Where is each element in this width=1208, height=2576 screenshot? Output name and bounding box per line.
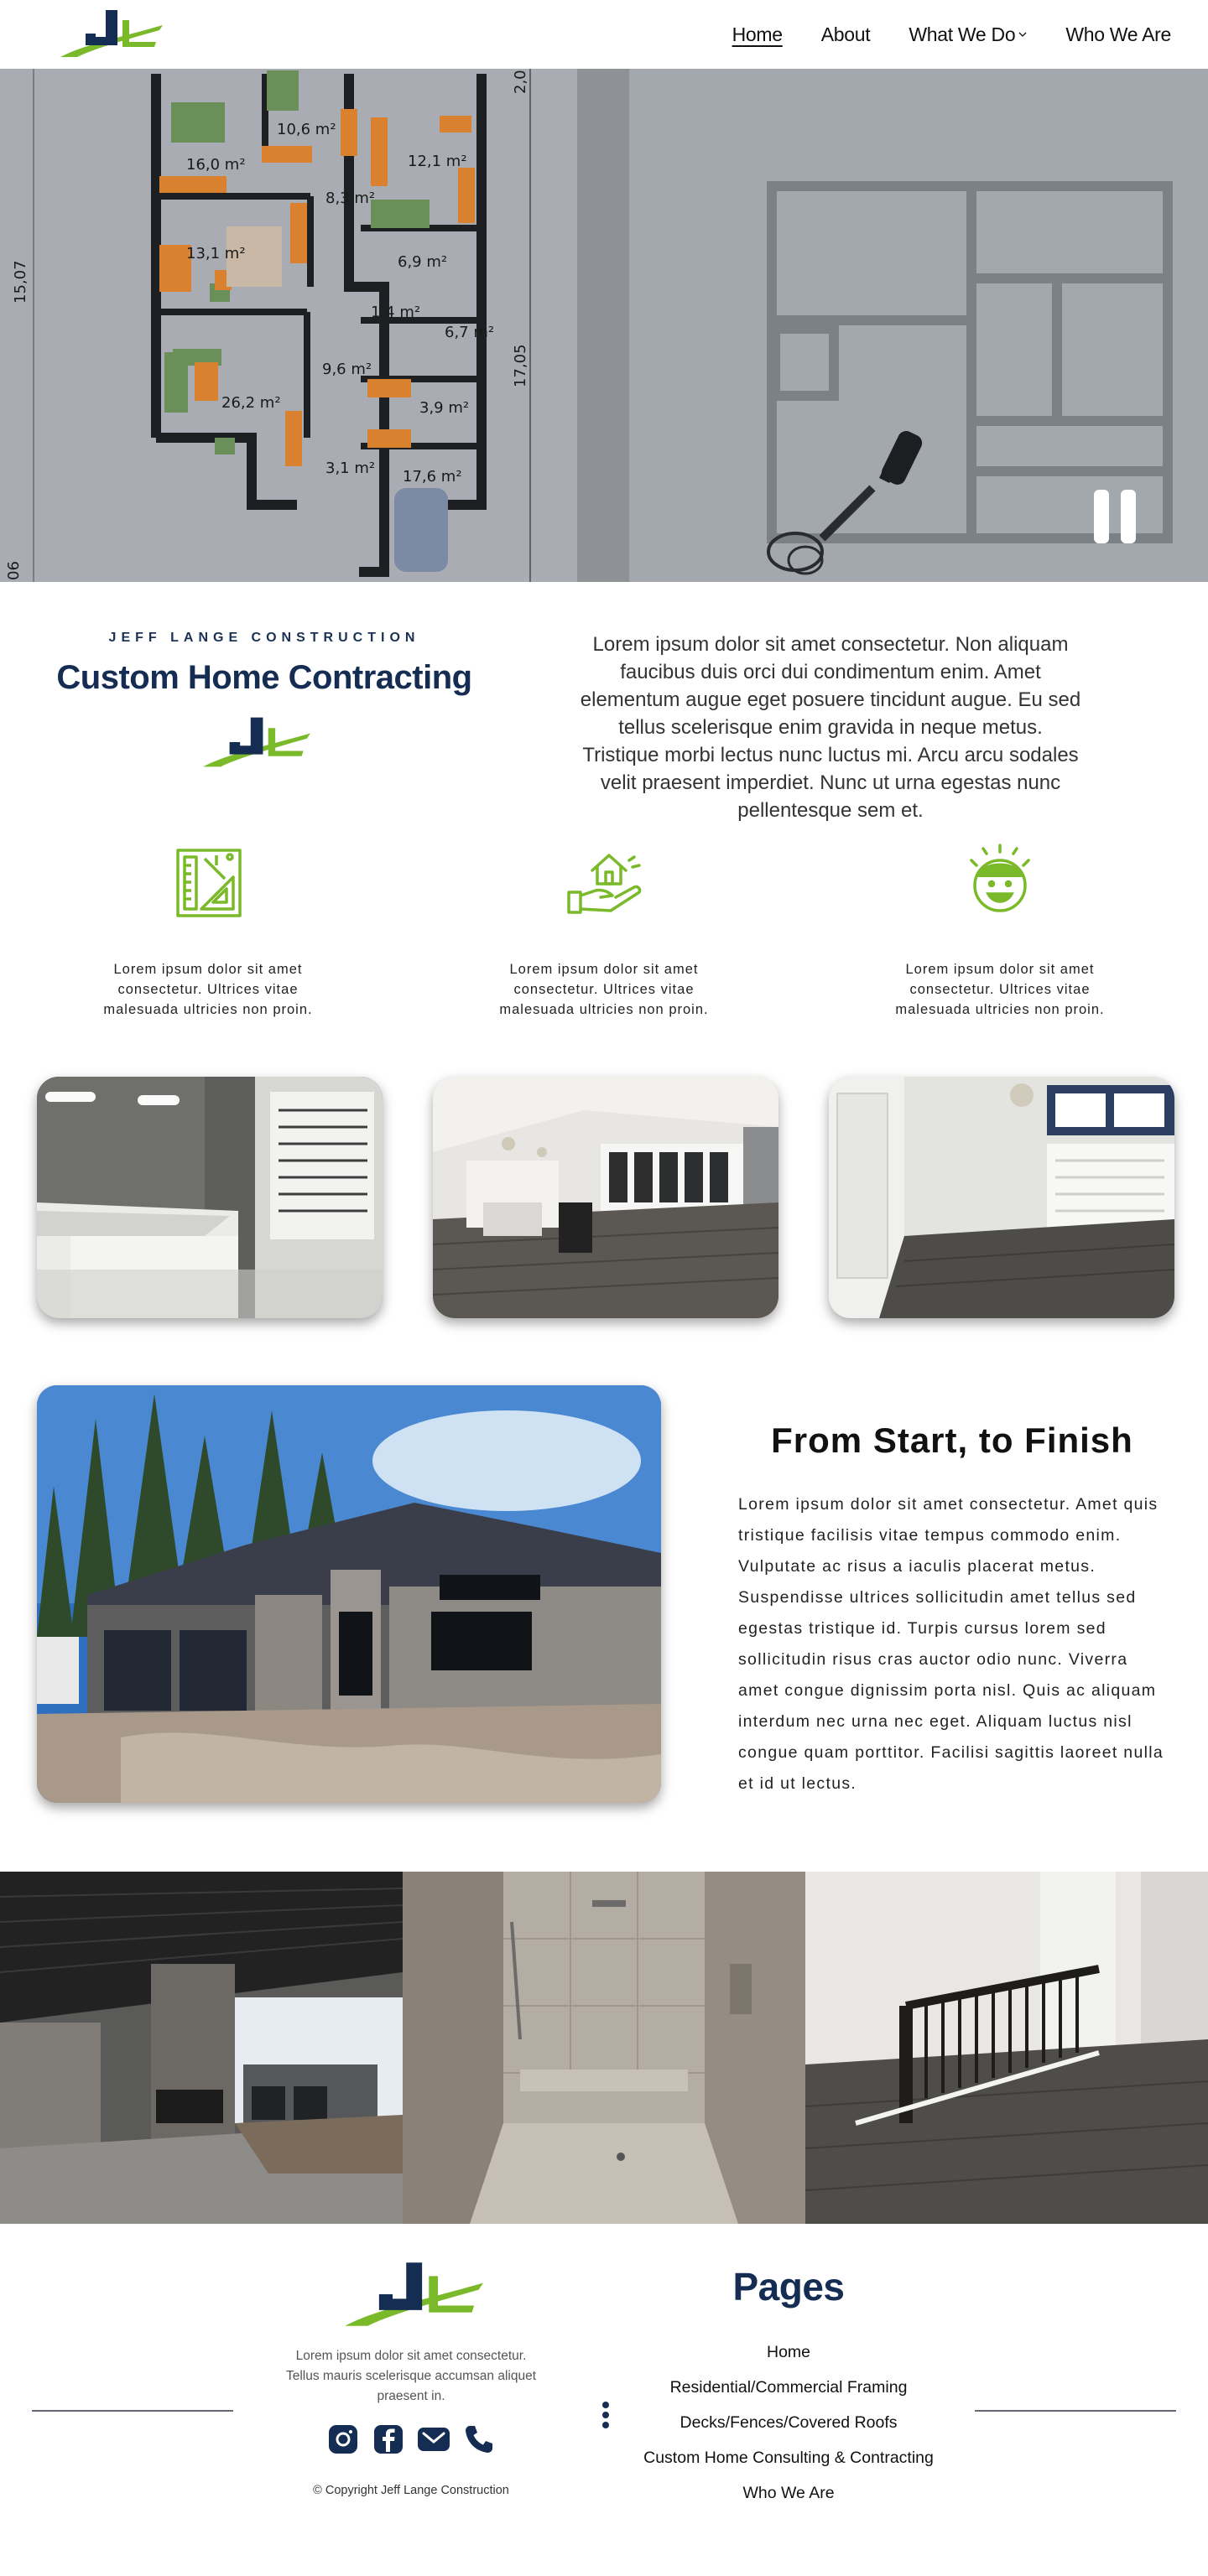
- phone-icon[interactable]: [463, 2423, 495, 2455]
- company-logo[interactable]: [341, 2259, 483, 2329]
- plan-label: 12,1 m²: [408, 153, 467, 170]
- social-links: [327, 2423, 495, 2457]
- footer-link-home[interactable]: Home: [766, 2343, 811, 2361]
- footer-description: Lorem ipsum dolor sit amet consectetur. Tellus mauris scelerisque accumsan aliquet praesent in.: [285, 2349, 537, 2403]
- footer-link-decks[interactable]: Decks/Fences/Covered Roofs: [680, 2413, 898, 2432]
- happy-face-icon: [958, 840, 1042, 924]
- intro-paragraph: Lorem ipsum dolor sit amet consectetur. Non aliquam faucibus duis orci dui condimentum enim. Amet elementum augue eget posuere tincidunt augue. Eu sed tellus scelerisque enim gravida in neque metus. Tristique morbi lectus nunc luctus mi. Arcu arcu sodales velit praesent imperdiet. Nunc ut urna egestas nunc pellentesque sem et.: [580, 633, 1081, 822]
- plan-label: 2,0: [512, 70, 529, 94]
- feature-text: Lorem ipsum dolor sit amet consectetur. Ultrices vitae malesuada ultricies non proin.: [499, 962, 709, 1017]
- footer-divider-left: [32, 2410, 233, 2412]
- feature-card-design: [82, 840, 334, 1020]
- top-nav: [0, 0, 1208, 69]
- kitchen-photo: [433, 1077, 778, 1318]
- plan-label: 17,6 m²: [403, 468, 462, 486]
- footer-pages-heading: Pages: [732, 2265, 845, 2309]
- plan-label: 15,07: [12, 260, 29, 304]
- plan-label: 13,1 m²: [186, 245, 246, 262]
- feature-card-homes: [478, 840, 730, 1020]
- staircase-photo: [805, 1872, 1208, 2224]
- photo-walk-in-shower: [403, 1872, 805, 2224]
- blueprint-tools-icon: [166, 840, 250, 924]
- plan-label: 06: [5, 561, 23, 580]
- footer-pages-menu: [621, 2334, 956, 2511]
- chevron-down-icon: [1018, 30, 1027, 39]
- photo-staircase: [805, 1872, 1208, 2224]
- bathroom-photo: [37, 1077, 383, 1318]
- plan-label: 3,1 m²: [325, 460, 376, 477]
- pause-button[interactable]: [1089, 490, 1141, 545]
- nav-who-we-are[interactable]: Who We Are: [1065, 23, 1171, 45]
- plan-label: 6,9 m²: [398, 253, 448, 271]
- gallery-photo-bathroom[interactable]: [37, 1077, 383, 1318]
- email-icon[interactable]: [418, 2423, 450, 2455]
- plan-label: 16,0 m²: [186, 156, 246, 174]
- house-in-hand-icon: [562, 840, 646, 924]
- house-photo: [37, 1385, 661, 1803]
- feature-text: Lorem ipsum dolor sit amet consectetur. Ultrices vitae malesuada ultricies non proin.: [103, 962, 313, 1017]
- shower-photo: [403, 1872, 805, 2224]
- section-paragraph: Lorem ipsum dolor sit amet consectetur. Amet quis tristique facilisis vitae tempus commodo enim. Vulputate ac risus a iaculis placerat metus. Suspendisse ultrices sollicitudin amet tellus sed egestas tristique id. Turpis cursus lorem sed sollicitudin risus cras auctor odio nunc. Viverra amet congue dignissim porta nisl. Quis ac aliquam interdum nec urna nec eget. Aliquam luctus nisl congue quam porttitor. Facilisi sagittis laoreet nulla et id ut lectus.: [738, 1495, 1164, 1793]
- pause-icon: [1094, 490, 1109, 543]
- plan-label: 6,7 m²: [445, 324, 495, 341]
- company-tagline: JEFF LANGE CONSTRUCTION: [108, 631, 420, 645]
- hero-slideshow: [0, 69, 1208, 582]
- main-menu: [732, 0, 1171, 69]
- company-logo: [200, 714, 310, 770]
- nav-about[interactable]: About: [820, 23, 871, 45]
- pause-icon: [1121, 490, 1136, 543]
- plan-label: 8,3 m²: [325, 190, 376, 207]
- nav-home[interactable]: Home: [732, 23, 783, 45]
- floor-plan-image: [0, 69, 1208, 582]
- page-title: Custom Home Contracting: [56, 659, 472, 696]
- facebook-icon[interactable]: [372, 2423, 404, 2455]
- plan-label: 3,9 m²: [419, 399, 470, 417]
- nav-what-we-do-label: What We Do: [909, 23, 1016, 45]
- living-room-photo: [829, 1077, 1174, 1318]
- plan-label: 9,6 m²: [322, 361, 372, 378]
- feature-text: Lorem ipsum dolor sit amet consectetur. Ultrices vitae malesuada ultricies non proin.: [895, 962, 1105, 1017]
- gallery-photo-living-room[interactable]: [829, 1077, 1174, 1318]
- house-exterior-photo: [37, 1385, 661, 1803]
- patio-photo: [0, 1872, 403, 2224]
- plan-label: 1,4 m²: [371, 304, 421, 321]
- vertical-dots-icon: [599, 2400, 612, 2430]
- instagram-icon[interactable]: [327, 2423, 359, 2455]
- nav-what-we-do[interactable]: [909, 23, 1027, 46]
- footer-link-framing[interactable]: Residential/Commercial Framing: [669, 2378, 908, 2397]
- company-logo[interactable]: [57, 8, 163, 59]
- feature-card-satisfaction: [874, 840, 1126, 1020]
- footer-divider-right: [975, 2410, 1176, 2412]
- plan-label: 17,05: [512, 344, 529, 387]
- footer-link-who-we-are[interactable]: Who We Are: [742, 2484, 835, 2502]
- gallery-photo-kitchen[interactable]: [433, 1077, 778, 1318]
- section-title: From Start, to Finish: [771, 1420, 1133, 1460]
- copyright-text: © Copyright Jeff Lange Construction: [313, 2484, 509, 2497]
- plan-label: 26,2 m²: [221, 394, 281, 412]
- photo-covered-patio: [0, 1872, 403, 2224]
- plan-label: 10,6 m²: [277, 121, 336, 138]
- footer-link-consulting[interactable]: Custom Home Consulting & Contracting: [643, 2449, 934, 2467]
